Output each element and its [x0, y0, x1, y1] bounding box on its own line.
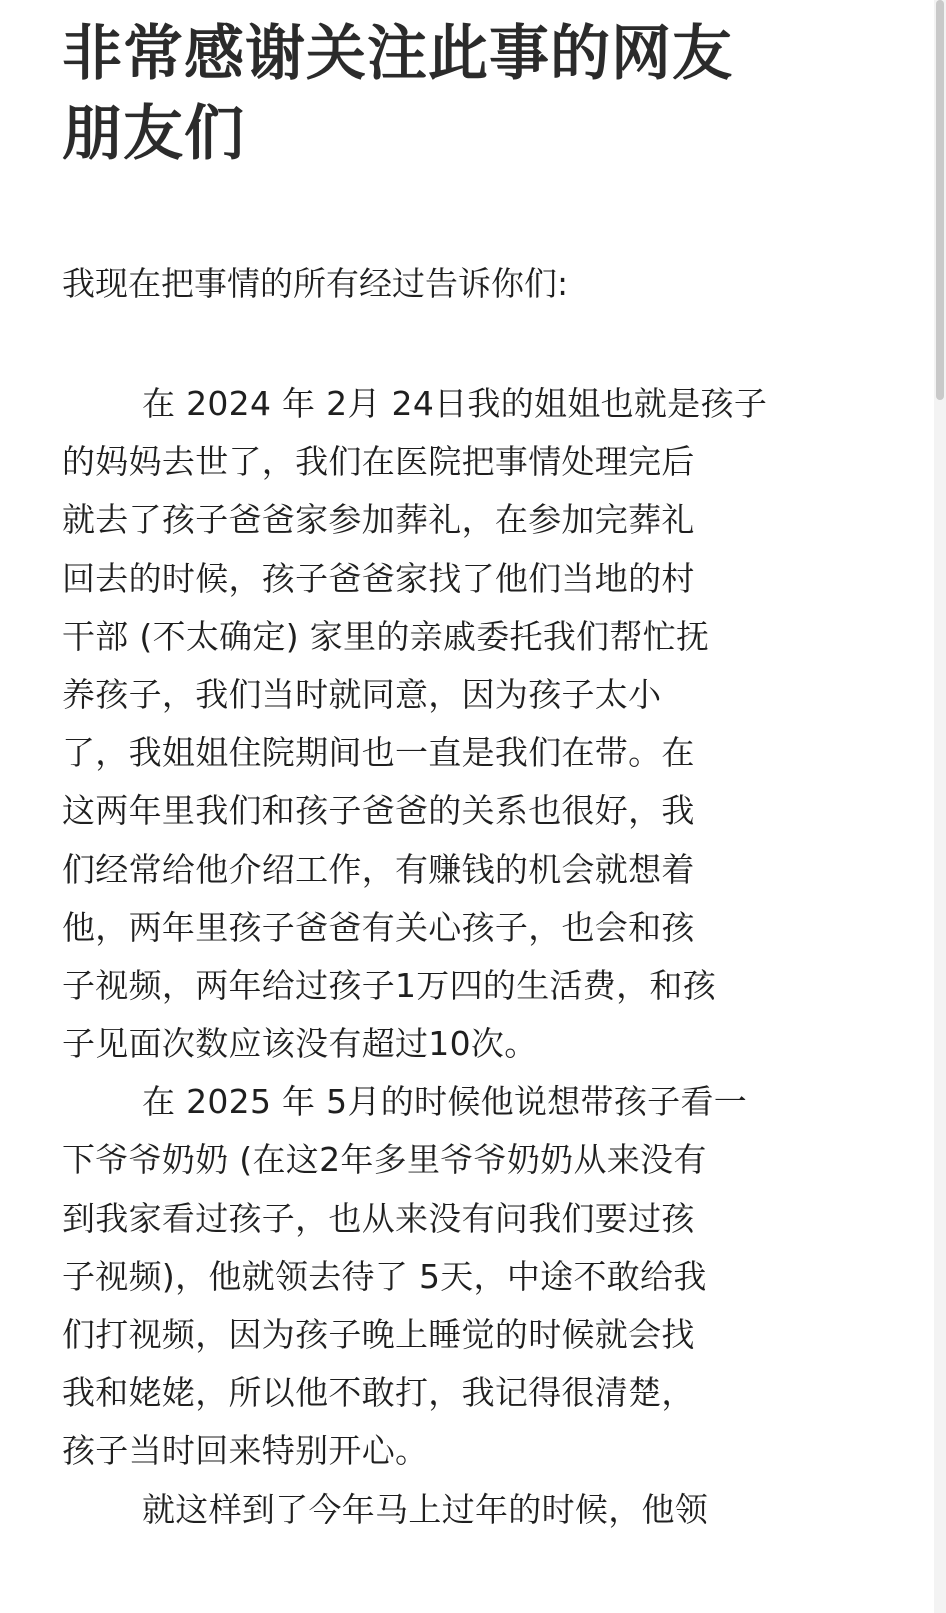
scrollbar-thumb[interactable] [936, 0, 944, 400]
body-line: 下爷爷奶奶 (在这2年多里爷爷奶奶从来没有 [62, 1140, 707, 1180]
body-line: 子视频)，他就领去待了 5天，中途不敢给我 [62, 1256, 707, 1296]
body-line: 回去的时候，孩子爸爸家找了他们当地的村 [62, 558, 695, 598]
body-line: 子视频，两年给过孩子1万四的生活费，和孩 [62, 965, 716, 1005]
page-title [62, 14, 822, 174]
body-line: 养孩子，我们当时就同意，因为孩子太小 [62, 674, 662, 714]
body-line: 我和姥姥，所以他不敢打，我记得很清楚， [62, 1373, 695, 1413]
body-line: 们打视频，因为孩子晚上睡觉的时候就会找 [62, 1315, 695, 1354]
body-line: 了，我姐姐住院期间也一直是我们在带。在 [62, 733, 695, 773]
body-line: 子见面次数应该没有超过10次。 [62, 1024, 538, 1064]
body-line: 的妈妈去世了，我们在医院把事情处理完后 [62, 442, 695, 482]
title-line-2: 朋友们 [62, 99, 245, 169]
body-text [62, 375, 902, 1539]
body-line: 到我家看过孩子，也从来没有问我们要过孩 [62, 1198, 695, 1238]
title-line-1: 非常感谢关注此事的网友 [62, 19, 733, 89]
body-line: 孩子当时回来特别开心。 [62, 1431, 429, 1471]
body-line: 们经常给他介绍工作，有赚钱的机会就想着 [62, 849, 695, 889]
intro-paragraph: 我现在把事情的所有经过告诉你们: [62, 264, 569, 303]
body-line: 就去了孩子爸爸家参加葬礼，在参加完葬礼 [62, 500, 695, 540]
scrollbar[interactable] [934, 0, 946, 1613]
body-line: 这两年里我们和孩子爸爸的关系也很好，我 [62, 791, 695, 831]
body-line: 干部 (不太确定) 家里的亲戚委托我们帮忙抚 [62, 616, 710, 656]
body-line: 他，两年里孩子爸爸有关心孩子，也会和孩 [62, 907, 695, 947]
body-line: 在 2024 年 2月 24日我的姐姐也就是孩子 [142, 384, 768, 423]
body-line: 就这样到了今年马上过年的时候，他领 [142, 1489, 709, 1529]
body-line: 在 2025 年 5月的时候他说想带孩子看一 [142, 1082, 748, 1122]
